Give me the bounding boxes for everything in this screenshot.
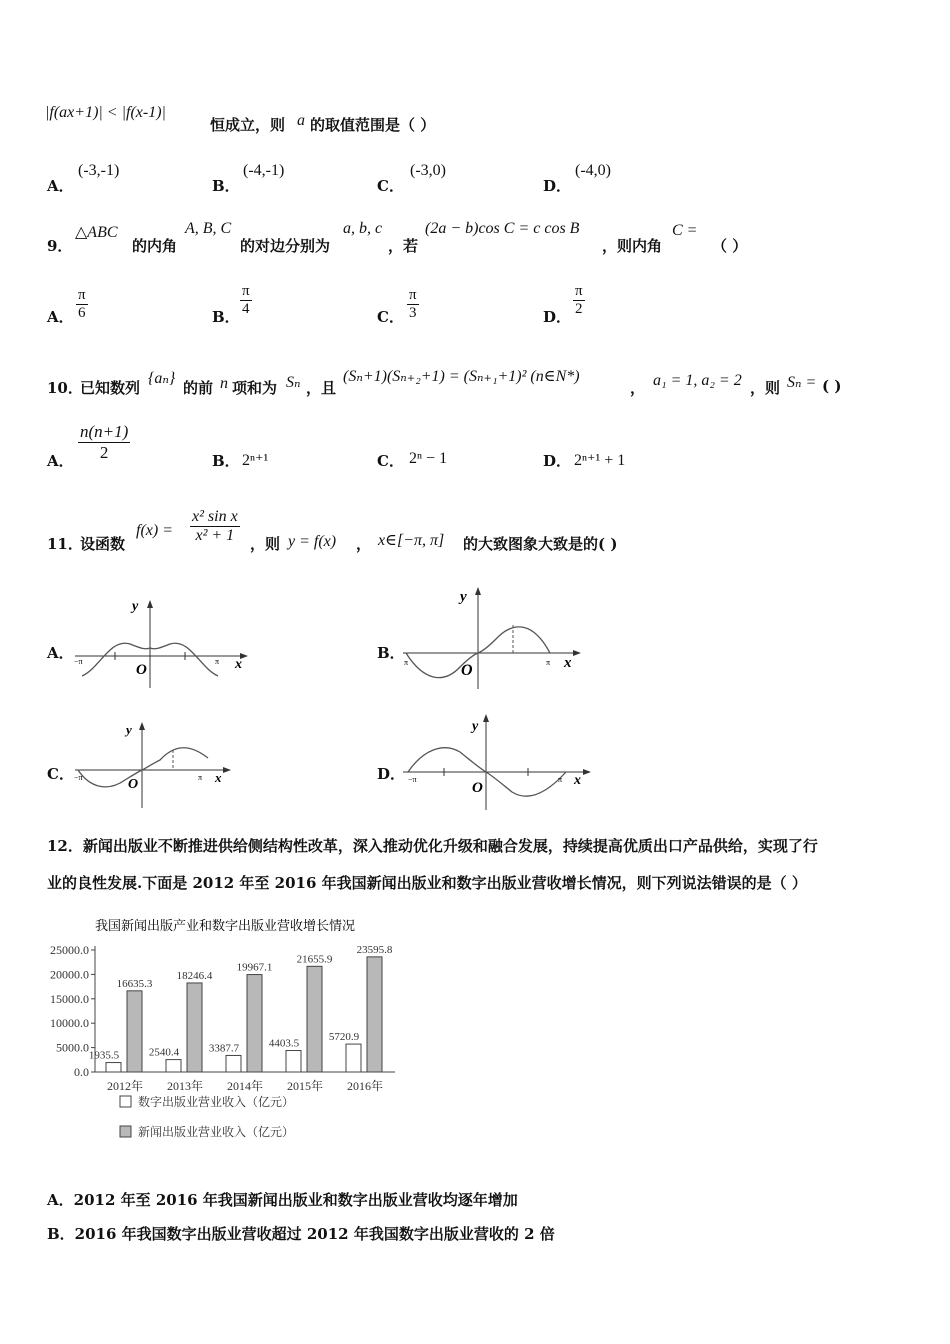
q11-text-1: 设函数 — [80, 535, 126, 553]
q11-fraction: $\frac{\text{x² sin x}}{\text{x² + 1}}$ — [192, 508, 238, 544]
q11-graph-a — [70, 598, 260, 693]
graph-a-y-label: y — [132, 599, 139, 614]
graph-c-y-label: y — [126, 722, 132, 737]
q9-option-b-letter[interactable]: B． — [212, 308, 240, 326]
chart-legend-label: 新闻出版业营业收入（亿元） — [138, 1125, 295, 1139]
q12-bar-chart — [40, 910, 420, 1155]
graph-c-left-tick: −π — [74, 773, 83, 782]
graph-b-y-label: y — [460, 589, 467, 605]
graph-b-left-tick: π — [404, 658, 409, 667]
chart-data-label: 5720.9 — [328, 1031, 360, 1044]
graph-b-origin: O — [461, 662, 473, 679]
graph-d-x-label: x — [574, 773, 581, 788]
chart-title: 我国新闻出版产业和数字出版业营收增长情况 — [95, 919, 356, 934]
q12-line-2: 业的良性发展.下面是 2012 年至 2016 年我国新闻出版业和数字出版业营收增长情况，则下列说法错误的是（ ） — [47, 874, 807, 892]
graph-c-right-tick: π — [198, 773, 203, 782]
q8-cond-text: 恒成立，则 — [210, 116, 286, 134]
q8-option-c-letter[interactable]: C． — [377, 177, 404, 195]
graph-a-left-tick: −π — [74, 657, 83, 666]
q10-sn: Sₙ — [286, 374, 301, 391]
q9-equation: (2a − b)cos C = c cos B — [425, 220, 580, 237]
q10-option-c-value: 2ⁿ − 1 — [409, 450, 448, 467]
graph-a-x-label: x — [235, 657, 242, 672]
chart-x-tick-label: 2012年 — [106, 1079, 144, 1093]
q9-number: 9． — [47, 237, 73, 255]
chart-y-tick-label: 25000.0 — [50, 943, 89, 957]
q10-option-c-letter[interactable]: C． — [377, 452, 404, 470]
chart-x-tick-label: 2013年 — [166, 1079, 204, 1093]
chart-legend-swatch — [120, 1126, 131, 1137]
q9-text-2: 的对边分别为 — [240, 237, 331, 255]
q11-text-2: ，则 — [250, 535, 281, 553]
q11-option-a-letter[interactable]: A． — [47, 644, 74, 662]
chart-data-label: 3387.7 — [208, 1042, 240, 1055]
chart-data-label: 4403.5 — [268, 1037, 300, 1050]
q11-option-c-letter[interactable]: C． — [47, 765, 74, 783]
q10-ask: Sₙ = — [787, 374, 817, 391]
q10-option-d-letter[interactable]: D． — [543, 452, 572, 470]
graph-d-right-tick: π — [558, 775, 563, 784]
q8-option-c-value: (-3,0) — [410, 162, 446, 179]
q9-option-b-fraction: $\frac{\pi}{4}$ — [242, 283, 250, 317]
q9-option-c-letter[interactable]: C． — [377, 308, 404, 326]
q9-paren: （ ） — [712, 237, 748, 255]
chart-bar — [367, 957, 382, 1072]
q10-number: 10． — [47, 379, 83, 397]
q10-text-4: ，且 — [306, 379, 337, 397]
chart-bar — [106, 1063, 121, 1072]
graph-b-x-label: x — [564, 655, 572, 671]
chart-bar — [307, 966, 322, 1072]
q8-option-d-value: (-4,0) — [575, 162, 611, 179]
chart-bar — [187, 983, 202, 1072]
q11-y: y = f(x) — [288, 533, 337, 550]
q8-option-b-value: (-4,-1) — [243, 162, 285, 179]
q12-option-a[interactable]: A．2012 年至 2016 年我国新闻出版业和数字出版业营收均逐年增加 — [47, 1191, 518, 1209]
q11-number: 11． — [47, 535, 83, 553]
q10-paren: ( ) — [822, 377, 842, 395]
chart-legend-label: 数字出版业营业收入（亿元） — [138, 1095, 295, 1109]
chart-bar — [247, 975, 262, 1072]
q10-n: n — [220, 375, 228, 392]
q11-text-3: ， — [356, 535, 372, 553]
graph-c-origin: O — [128, 777, 139, 792]
q9-ask: C = — [672, 222, 698, 239]
q8-option-d-letter[interactable]: D． — [543, 177, 572, 195]
q9-text-4: ，则内角 — [602, 237, 663, 255]
q9-text-3: ，若 — [388, 237, 419, 255]
chart-y-tick-label: 10000.0 — [50, 1016, 89, 1031]
q12-option-b[interactable]: B．2016 年我国数字出版业营收超过 2012 年我国数字出版业营收的 2 倍 — [47, 1225, 555, 1243]
q9-option-c-fraction: $\frac{\pi}{3}$ — [409, 287, 417, 321]
graph-a-origin: O — [136, 662, 147, 678]
chart-data-label: 23595.8 — [356, 943, 393, 956]
graph-c-x-label: x — [215, 770, 222, 785]
graph-b-right-tick: π — [546, 658, 551, 667]
chart-x-tick-label: 2014年 — [226, 1079, 264, 1093]
chart-bar — [166, 1060, 181, 1072]
q8-option-b-letter[interactable]: B． — [212, 177, 240, 195]
q8-var: a — [297, 112, 305, 129]
q10-text-1: 已知数列 — [80, 379, 141, 397]
chart-bar — [127, 991, 142, 1072]
q10-text-6: ，则 — [750, 379, 781, 397]
graph-d-y-label: y — [472, 719, 479, 734]
q11-option-d-letter[interactable]: D． — [377, 765, 406, 783]
q9-option-d-fraction: $\frac{\pi}{2}$ — [575, 283, 583, 317]
q8-tail: 的取值范围是（ ） — [310, 116, 436, 134]
q8-condition: |f(ax+1)| < |f(x-1)| — [45, 104, 166, 121]
q10-option-a-letter[interactable]: A． — [47, 452, 74, 470]
q9-angles: A, B, C — [185, 220, 232, 237]
q8-option-a-letter[interactable]: A． — [47, 177, 74, 195]
chart-bar — [286, 1051, 301, 1072]
chart-y-tick-label: 20000.0 — [50, 967, 89, 982]
chart-data-label: 16635.3 — [116, 977, 153, 990]
q11-fx: f(x) = — [136, 522, 173, 539]
graph-a-right-tick: π — [215, 657, 220, 666]
chart-data-label: 1935.5 — [88, 1049, 120, 1062]
q9-option-d-letter[interactable]: D． — [543, 308, 572, 326]
q10-initial: a₁ = 1, a₂ = 2 — [653, 372, 742, 389]
q8-option-a-value: (-3,-1) — [78, 162, 120, 179]
q11-graph-d — [398, 712, 603, 812]
graph-d-left-tick: −π — [408, 775, 417, 784]
chart-bar — [346, 1044, 361, 1072]
q10-sequence: {aₙ} — [148, 370, 176, 387]
chart-data-label: 18246.4 — [176, 969, 213, 982]
q10-text-2: 的前 — [183, 379, 214, 397]
q11-graph-c — [70, 720, 240, 812]
chart-bar — [226, 1055, 241, 1072]
q9-text-1: 的内角 — [132, 237, 178, 255]
q11-domain: x∈[−π, π] — [378, 532, 445, 549]
chart-y-tick-label: 15000.0 — [50, 991, 89, 1006]
chart-legend-swatch — [120, 1096, 131, 1107]
q9-option-a-fraction: $\frac{\pi}{6}$ — [78, 287, 86, 321]
q10-text-3: 项和为 — [232, 379, 278, 397]
chart-data-label: 19967.1 — [236, 961, 273, 974]
q10-option-a-fraction: $\frac{n(n+1)}{2}$ — [80, 422, 129, 462]
q9-sides: a, b, c — [343, 220, 383, 237]
graph-d-origin: O — [472, 780, 483, 796]
q11-graph-b — [398, 585, 598, 693]
q9-triangle: △ABC — [75, 224, 118, 241]
q10-text-5: ， — [630, 379, 646, 397]
q9-option-a-letter[interactable]: A． — [47, 308, 74, 326]
chart-y-tick-label: 5000.0 — [56, 1040, 89, 1055]
q10-equation: (Sₙ+1)(Sₙ₊₂+1) = (Sₙ₊₁+1)² (n∈N*) — [343, 368, 580, 385]
chart-x-tick-label: 2016年 — [346, 1079, 384, 1093]
q10-option-b-value: 2ⁿ⁺¹ — [242, 452, 269, 469]
q10-option-b-letter[interactable]: B． — [212, 452, 240, 470]
chart-y-tick-label: 0.0 — [74, 1065, 89, 1079]
chart-x-tick-label: 2015年 — [286, 1079, 324, 1093]
chart-data-label: 21655.9 — [296, 953, 333, 966]
chart-data-label: 2540.4 — [148, 1046, 180, 1059]
q10-option-d-value: 2ⁿ⁺¹ + 1 — [574, 452, 626, 469]
q12-line-1: 12．新闻出版业不断推进供给侧结构性改革，深入推动优化升级和融合发展，持续提高优质出口产品供给，实现了行 — [47, 837, 818, 855]
q11-option-b-letter[interactable]: B． — [377, 644, 405, 662]
q11-text-4: 的大致图象大致是的( ) — [463, 535, 618, 553]
